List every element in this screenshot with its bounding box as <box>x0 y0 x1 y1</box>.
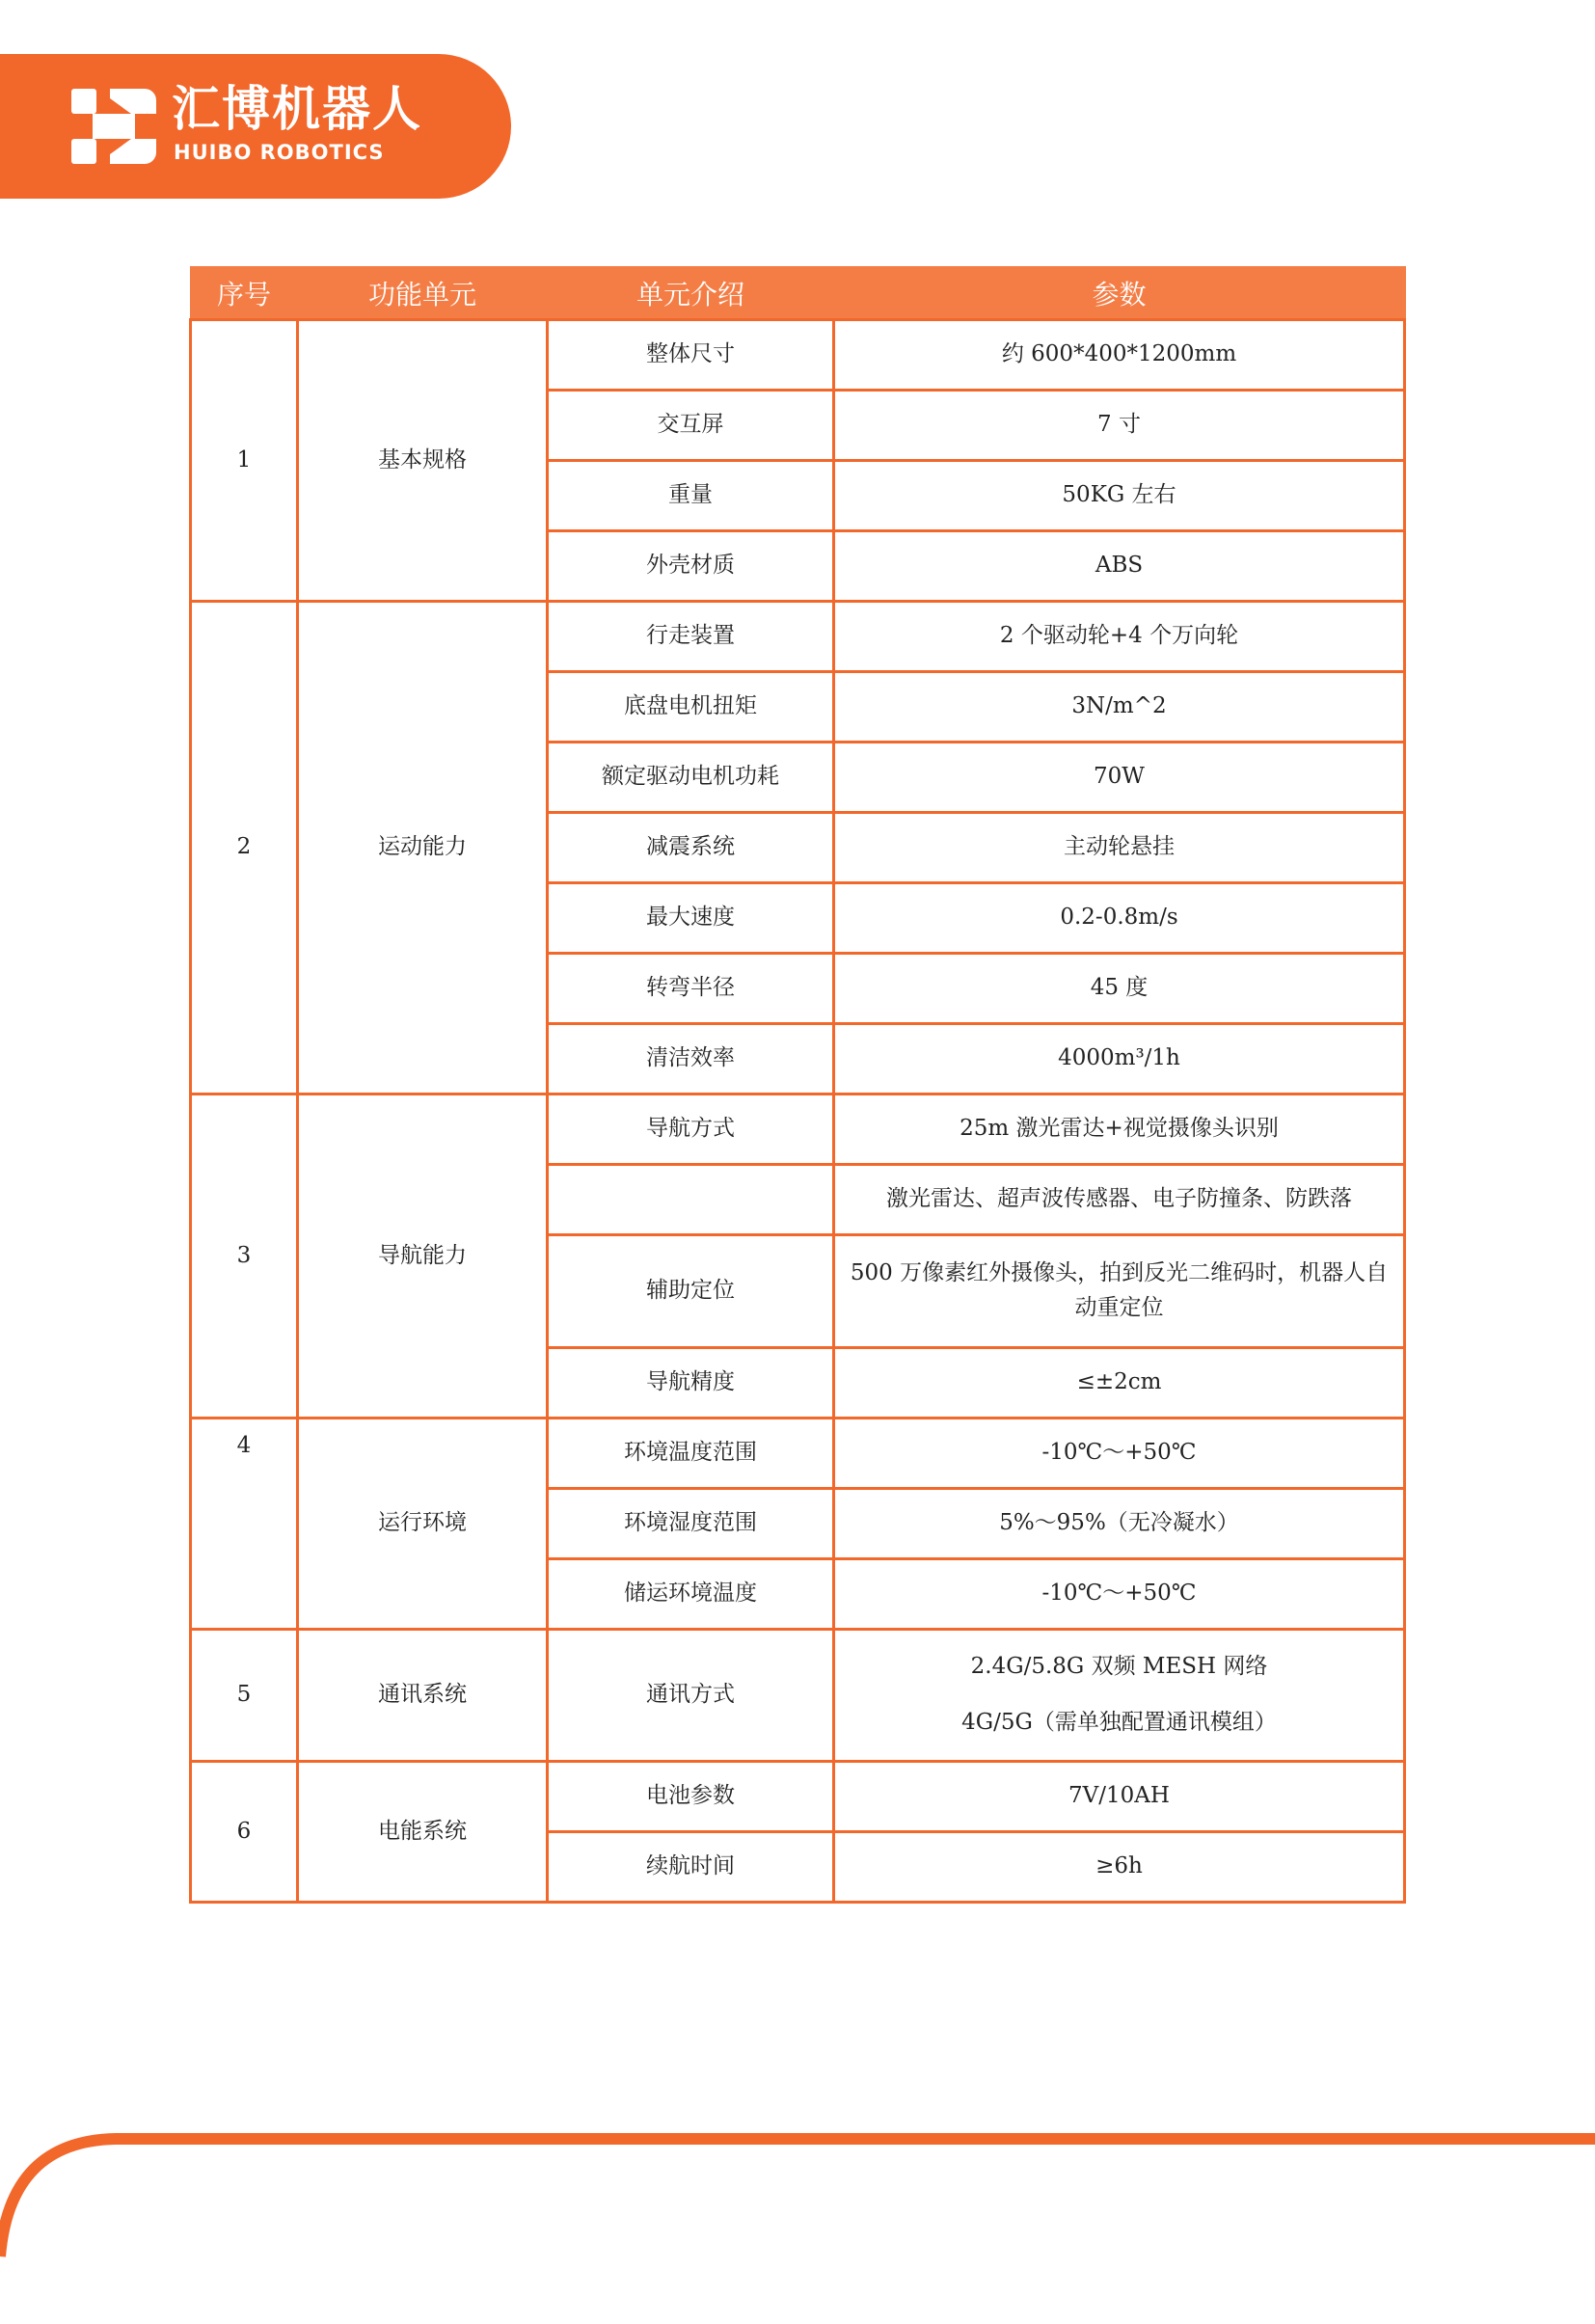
table-header-row <box>191 267 1405 320</box>
table-row <box>191 1094 1405 1165</box>
row-value: 0.2-0.8m/s <box>834 883 1405 954</box>
group-unit: 导航能力 <box>298 1094 548 1419</box>
row-item: 电池参数 <box>548 1762 834 1832</box>
row-item: 环境湿度范围 <box>548 1489 834 1559</box>
spec-table <box>189 266 1406 1904</box>
group-unit: 运行环境 <box>298 1419 548 1630</box>
row-item: 整体尺寸 <box>548 320 834 391</box>
row-value: 约 600*400*1200mm <box>834 320 1405 391</box>
row-value: 7V/10AH <box>834 1762 1405 1832</box>
row-value <box>834 1630 1405 1762</box>
row-value: 激光雷达、超声波传感器、电子防撞条、防跌落 <box>834 1165 1405 1235</box>
row-item: 重量 <box>548 461 834 531</box>
row-value: 45 度 <box>834 954 1405 1024</box>
table-row <box>191 1419 1405 1489</box>
group-unit: 基本规格 <box>298 320 548 602</box>
row-item: 行走装置 <box>548 602 834 672</box>
row-item: 减震系统 <box>548 813 834 883</box>
row-value: 2 个驱动轮+4 个万向轮 <box>834 602 1405 672</box>
row-value: ≥6h <box>834 1832 1405 1903</box>
footer-swoosh <box>0 2131 1595 2324</box>
row-value: ABS <box>834 531 1405 602</box>
header-logo-banner <box>0 54 511 199</box>
row-item <box>548 1165 834 1235</box>
row-value: 50KG 左右 <box>834 461 1405 531</box>
row-value: ≤±2cm <box>834 1348 1405 1419</box>
row-value: 7 寸 <box>834 391 1405 461</box>
group-no: 6 <box>191 1762 298 1903</box>
header-item: 单元介绍 <box>548 267 834 320</box>
row-item: 导航精度 <box>548 1348 834 1419</box>
row-value: 5%～95%（无冷凝水） <box>834 1489 1405 1559</box>
header-value: 参数 <box>834 267 1405 320</box>
row-item: 导航方式 <box>548 1094 834 1165</box>
row-value: 3N/m^2 <box>834 672 1405 743</box>
row-item: 通讯方式 <box>548 1630 834 1762</box>
table-row <box>191 1762 1405 1832</box>
row-item: 最大速度 <box>548 883 834 954</box>
row-item: 外壳材质 <box>548 531 834 602</box>
header-no: 序号 <box>191 267 298 320</box>
row-item: 交互屏 <box>548 391 834 461</box>
group-no: 2 <box>191 602 298 1094</box>
group-no: 3 <box>191 1094 298 1419</box>
row-value: 主动轮悬挂 <box>834 813 1405 883</box>
header-unit: 功能单元 <box>298 267 548 320</box>
row-value: 70W <box>834 743 1405 813</box>
row-item: 储运环境温度 <box>548 1559 834 1630</box>
huibo-logo-icon <box>71 89 156 164</box>
group-no: 1 <box>191 320 298 602</box>
brand-name-en: HUIBO ROBOTICS <box>174 141 385 164</box>
row-value: 500 万像素红外摄像头，拍到反光二维码时，机器人自动重定位 <box>834 1235 1405 1348</box>
row-value-line: 2.4G/5.8G 双频 MESH 网络 <box>970 1654 1268 1680</box>
row-value: -10℃～+50℃ <box>834 1559 1405 1630</box>
row-item: 转弯半径 <box>548 954 834 1024</box>
group-no: 4 <box>191 1419 298 1630</box>
row-value: 25m 激光雷达+视觉摄像头识别 <box>834 1094 1405 1165</box>
row-item: 额定驱动电机功耗 <box>548 743 834 813</box>
group-unit: 电能系统 <box>298 1762 548 1903</box>
row-item: 清洁效率 <box>548 1024 834 1094</box>
brand-name-cn: 汇博机器人 <box>172 81 422 137</box>
group-unit: 通讯系统 <box>298 1630 548 1762</box>
table-row <box>191 320 1405 391</box>
table-row <box>191 1630 1405 1762</box>
row-item: 续航时间 <box>548 1832 834 1903</box>
row-value: -10℃～+50℃ <box>834 1419 1405 1489</box>
row-item: 辅助定位 <box>548 1235 834 1348</box>
row-item: 底盘电机扭矩 <box>548 672 834 743</box>
row-value: 4000m³/1h <box>834 1024 1405 1094</box>
group-no: 5 <box>191 1630 298 1762</box>
row-value-line: 4G/5G（需单独配置通讯模组） <box>961 1710 1277 1735</box>
group-unit: 运动能力 <box>298 602 548 1094</box>
table-row <box>191 602 1405 672</box>
row-item: 环境温度范围 <box>548 1419 834 1489</box>
